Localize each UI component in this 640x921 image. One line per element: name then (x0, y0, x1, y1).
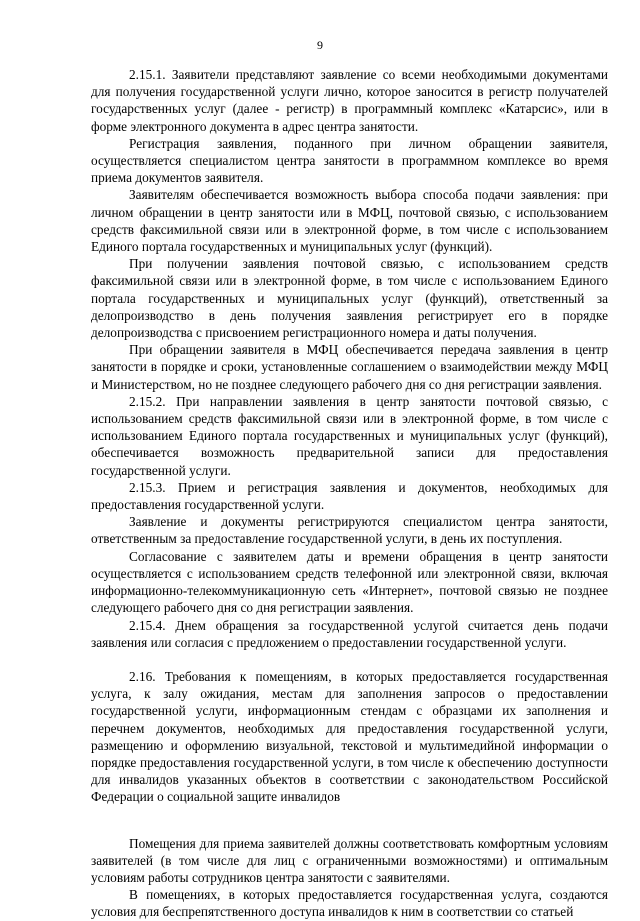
paragraph-postal-receipt: При получении заявления почтовой связью, с использованием средств факсимильной связи или в электронной форме, в том числе с использованием Единого портала государственных и муниципальных услуг (функций), ответственный за делопроизводство в день получения заявления регистрирует его в порядке делопроизводства с присвоением регистрационного номера и даты получения. (91, 256, 608, 341)
paragraph-scheduling: Согласование с заявителем даты и времени обращения в центр занятости осуществляется с использованием средств телефонной или электронной связи, включая информационно-телекоммуникационную сеть «Интернет», почтовой связью не позднее следующего рабочего дня со дня регистрации заявления. (91, 548, 608, 616)
paragraph-mfc-transfer: При обращении заявителя в МФЦ обеспечивается передача заявления в центр занятости в порядке и сроки, установленные соглашением о взаимодействии между МФЦ и Министерством, но не позднее следующего рабочего дня со дня регистрации заявления. (91, 342, 608, 392)
paragraph-2-16-heading: 2.16. Требования к помещениям, в которых предоставляется государственная услуга, к залу ожидания, местам для заполнения запросов о предоставлении государственной услуги, информационным стендам с образцами их заполнения и перечнем документов, необходимых для предоставления государственной услуги, размещению и оформлению визуальной, текстовой и мультимедийной информации о порядке предоставления государственной услуги, в том числе к обеспечению доступности для инвалидов указанных объектов в соответствии с законодательством Российской Федерации о социальной защите инвалидов (91, 668, 608, 805)
paragraph-2-15-3: 2.15.3. Прием и регистрация заявления и документов, необходимых для предоставления государственной услуги. (91, 479, 608, 513)
paragraph-2-15-4: 2.15.4. Днем обращения за государственной услугой считается день подачи заявления или согласия с предложением о предоставлении государственной услуги. (91, 617, 608, 650)
paragraph-registration: Регистрация заявления, поданного при личном обращении заявителя, осуществляется специалистом центра занятости в программном комплексе во время приема документов заявителя. (91, 135, 608, 186)
paragraph-2-15-1: 2.15.1. Заявители представляют заявление со всеми необходимыми документами для получения государственной услуги лично, которое заносится в регистр получателей государственных услуг (далее - регистр) в программный комплекс «Катарсис», или в форме электронного документа в адрес центра занятости. (91, 67, 608, 134)
paragraph-document-registration: Заявление и документы регистрируются специалистом центра занятости, ответственным за предоставление государственной услуги, в день их поступления. (91, 514, 608, 547)
paragraph-accessibility: В помещениях, в которых предоставляется государственная услуга, создаются условия для беспрепятственного доступа инвалидов к ним в соответствии со статьей (91, 887, 608, 920)
page-number: 9 (317, 38, 323, 52)
paragraph-2-15-2: 2.15.2. При направлении заявления в центр занятости почтовой связью, с использованием средств факсимильной связи или в электронной форме, в том числе с использованием Единого портала государственных и муниципальных услуг (функций), обеспечивается возможность предварительной записи для предоставления государственной услуги. (91, 393, 608, 478)
paragraph-premises-requirements: Помещения для приема заявителей должны соответствовать комфортным условиям заявителей (в том числе для лиц с ограниченными возможностями) и оптимальным условиям работы сотрудников центра занятости с заявителями. (91, 835, 608, 885)
document-body (91, 66, 608, 921)
paragraph-submission-methods: Заявителям обеспечивается возможность выбора способа подачи заявления: при личном обращении в центр занятости или в МФЦ, почтовой связью, с использованием средств факсимильной связи или в электронной форме, в том числе с использованием Единого портала государственных и муниципальных услуг (функций). (91, 187, 608, 255)
